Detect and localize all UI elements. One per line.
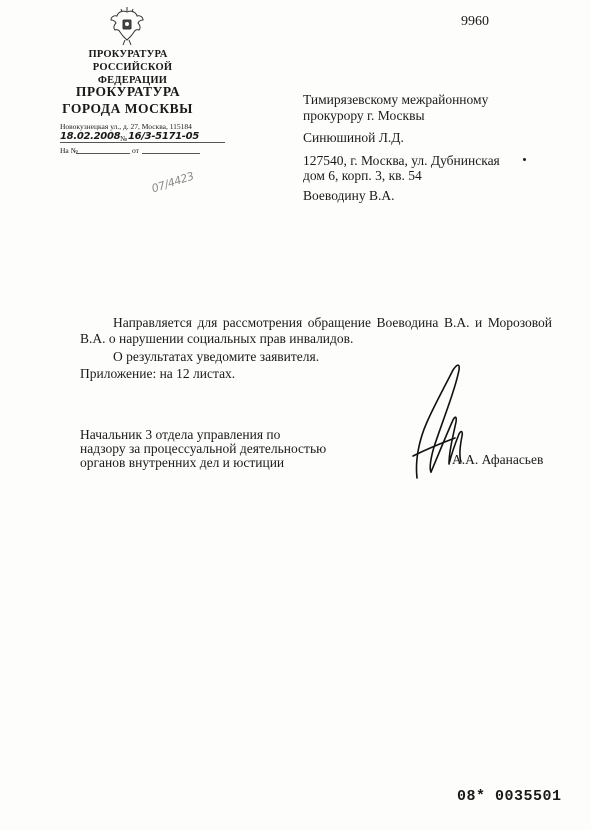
ref-number-label: На №	[60, 146, 78, 155]
sender-address: Новокузнецкая ул., д. 27, Москва, 115184	[60, 122, 192, 131]
office-name-line2: ГОРОДА МОСКВЫ	[62, 101, 193, 116]
body-paragraph-notify: О результатах уведомите заявителя.	[113, 349, 320, 364]
attachment-line: Приложение: на 12 листах.	[80, 366, 236, 381]
body-paragraph-main: Направляется для рассмотрения обращение Воеводина В.А. и Морозовой В.А. о нарушении социальных прав инвалидов.	[80, 315, 552, 346]
recipient-address-line2: дом 6, корп. 3, кв. 54	[303, 168, 422, 183]
ref-from-label: от	[132, 146, 139, 155]
signer-name: А.А. Афанасьев	[452, 452, 544, 467]
recipient-name2: Воеводину В.А.	[303, 188, 395, 203]
recipient-line2: прокурору г. Москвы	[303, 108, 425, 123]
office-name-line1: ПРОКУРАТУРА	[75, 84, 181, 99]
recipient-address-line1: 127540, г. Москва, ул. Дубнинская	[303, 153, 500, 168]
signer-position-line2: надзору за процессуальной деятельностью	[80, 441, 327, 456]
divider	[142, 153, 200, 154]
number-label: №	[120, 134, 128, 143]
recipient-line1: Тимирязевскому межрайонному	[303, 92, 489, 107]
outgoing-date: 18.02.2008	[60, 131, 121, 142]
serial-number: 08* 0035501	[457, 788, 562, 805]
divider	[60, 142, 225, 143]
signer-position-line3: органов внутренних дел и юстиции	[80, 455, 285, 470]
ink-dot	[523, 158, 526, 161]
recipient-name1: Синюшиной Л.Д.	[303, 130, 404, 145]
document-number: 9960	[461, 14, 489, 29]
divider	[76, 153, 130, 154]
outgoing-reference-line	[60, 131, 225, 145]
incoming-reference-line	[60, 146, 210, 158]
registration-stamp-scribble: 07/4423	[150, 169, 196, 196]
outgoing-number: 16/3-5171-05	[128, 131, 199, 142]
signer-position-line1: Начальник 3 отдела управления по	[80, 427, 281, 442]
org-name-line2: РОССИЙСКОЙ ФЕДЕРАЦИИ	[92, 62, 173, 86]
org-name-line1: ПРОКУРАТУРА	[88, 49, 168, 60]
double-headed-eagle-emblem-icon	[108, 6, 146, 46]
